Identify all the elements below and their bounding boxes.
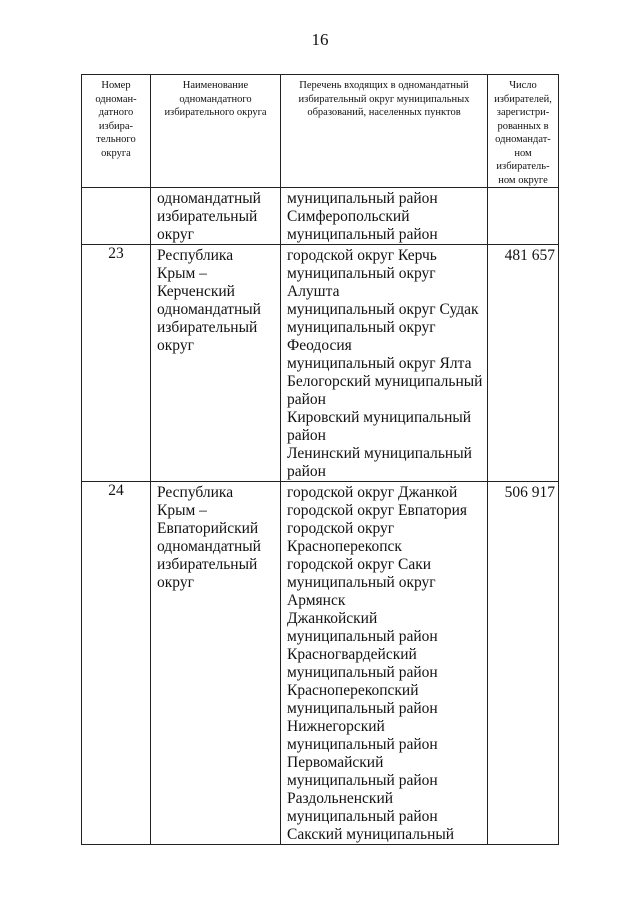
text-line: Евпаторийский	[157, 520, 259, 537]
text-line: избирательный	[157, 556, 258, 573]
text-line: ном	[514, 147, 532, 159]
text-line: Феодосия	[287, 337, 352, 354]
text-line: зарегистри-	[496, 107, 550, 118]
text-line: муниципальный округ Ялта	[287, 355, 472, 372]
text-line: округа	[101, 147, 131, 159]
text-line: Республика	[157, 484, 234, 501]
text-line: городской округ Керчь	[287, 247, 437, 264]
text-line: Керченский	[157, 283, 235, 300]
text-line: район	[287, 427, 326, 444]
text-line: округ	[157, 226, 194, 243]
district-municipalities	[281, 482, 488, 845]
text-line: муниципальный округ	[287, 319, 436, 336]
header-number	[82, 75, 151, 188]
text-line: Первомайский	[287, 754, 384, 771]
page-number: 16	[311, 30, 329, 49]
text-line: избирательный округ муниципальных	[298, 93, 470, 105]
text-line: Кировский муниципальный	[287, 409, 472, 426]
text-line: одномандатный	[157, 538, 261, 555]
text-line: муниципальный район	[287, 190, 438, 207]
text-line: городской округ Саки	[287, 556, 432, 573]
district-name	[151, 482, 281, 845]
text-line: избиратель-	[496, 161, 550, 172]
district-municipalities	[281, 245, 488, 482]
text-line: Номер	[101, 80, 131, 91]
districts-table	[81, 74, 559, 845]
text-line: округ	[157, 337, 194, 354]
text-line: одномандатный	[157, 190, 261, 207]
text-line: Красноперекопский	[287, 682, 419, 699]
text-line: округ	[157, 574, 194, 591]
text-line: муниципальный район	[287, 772, 438, 789]
header-composition	[281, 75, 488, 188]
text-line: избирательный	[157, 208, 258, 225]
text-line: городской округ Евпатория	[287, 502, 468, 519]
text-line: муниципальный район	[287, 736, 438, 753]
text-line: муниципальный район	[287, 700, 438, 717]
text-line: одномандатного	[179, 93, 252, 105]
text-line: муниципальный округ	[287, 265, 436, 282]
text-line: Крым –	[157, 502, 207, 519]
text-line: Красноперекопск	[287, 538, 402, 555]
text-line: муниципальный район	[287, 808, 438, 825]
district-name	[151, 245, 281, 482]
text-line: Алушта	[287, 283, 340, 300]
text-line: городской округ Джанкой	[287, 484, 458, 501]
district-number: 23	[82, 245, 151, 482]
text-line: Джанкойский	[287, 610, 378, 627]
text-line: Красногвардейский	[287, 646, 417, 663]
header-voters	[488, 75, 559, 188]
text-line: датного	[98, 107, 134, 118]
text-line: Ленинский муниципальный	[287, 445, 472, 462]
text-line: Симферопольский	[287, 208, 410, 225]
text-line: избирательного округа	[164, 107, 267, 118]
table-row	[82, 482, 559, 845]
district-name	[151, 188, 281, 245]
voter-count: 506 917	[488, 482, 559, 845]
district-number	[82, 188, 151, 245]
text-line: одномандат-	[495, 134, 551, 145]
text-line: Раздольненский	[287, 790, 394, 807]
text-line: образований, населенных пунктов	[307, 107, 461, 118]
text-line: тельного	[96, 134, 136, 145]
text-line: Нижнегорский	[287, 718, 385, 735]
voter-count: 481 657	[488, 245, 559, 482]
text-line: муниципальный район	[287, 628, 438, 645]
text-line: муниципальный район	[287, 664, 438, 681]
text-line: муниципальный округ Судак	[287, 301, 479, 318]
text-line: избирателей,	[494, 93, 552, 105]
text-line: ном округе	[498, 174, 548, 186]
district-municipalities	[281, 188, 488, 245]
text-line: Белогорский муниципальный	[287, 373, 483, 390]
header-name	[151, 75, 281, 188]
text-line: избира-	[98, 120, 134, 132]
table-header-row	[82, 75, 559, 188]
text-line: муниципальный район	[287, 226, 438, 243]
text-line: Республика	[157, 247, 234, 264]
table-row	[82, 245, 559, 482]
table-row	[82, 188, 559, 245]
text-line: район	[287, 391, 326, 408]
text-line: Сакский муниципальный	[287, 826, 455, 843]
text-line: рованных в	[497, 120, 549, 132]
text-line: Перечень входящих в одномандатный	[299, 80, 469, 91]
text-line: Наименование	[182, 80, 249, 91]
text-line: одномандатный	[157, 301, 261, 318]
voter-count	[488, 188, 559, 245]
text-line: Армянск	[287, 592, 346, 609]
text-line: избирательный	[157, 319, 258, 336]
text-line: муниципальный округ	[287, 574, 436, 591]
text-line: район	[287, 463, 326, 480]
text-line: Число	[509, 80, 537, 91]
text-line: Крым –	[157, 265, 207, 282]
text-line: городской округ	[287, 520, 395, 537]
text-line: одноман-	[95, 93, 137, 105]
district-number: 24	[82, 482, 151, 845]
